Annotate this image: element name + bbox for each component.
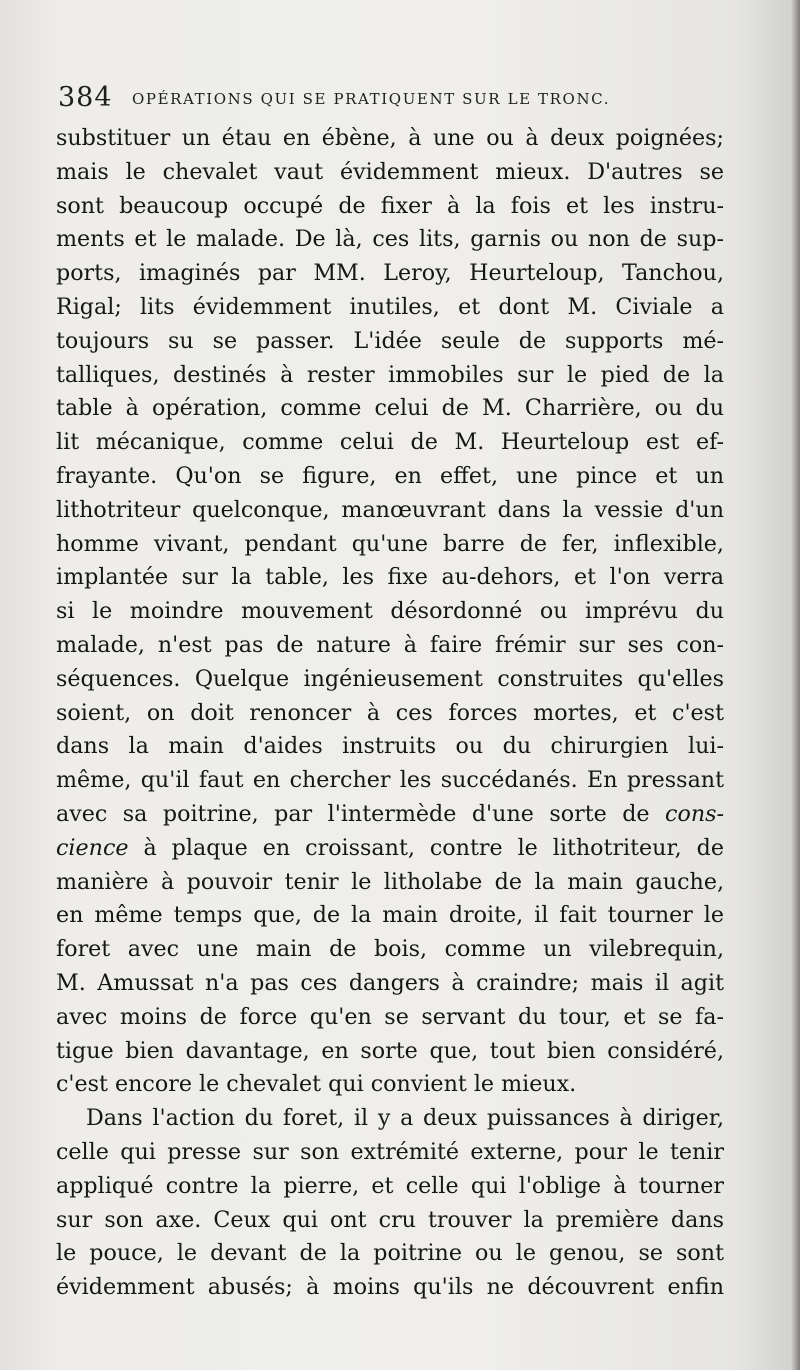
text-line: ports, imaginés par MM. Leroy, Heurteloup, Tanchou, xyxy=(56,260,724,287)
text-line: Dans l'action du foret, il y a deux puissances à diriger, xyxy=(86,1105,724,1132)
text-line: tigue bien davantage, en sorte que, tout bien considéré, xyxy=(56,1037,724,1064)
text-line: avec moins de force qu'en se servant du tour, et se fa- xyxy=(56,1003,724,1030)
text-line: appliqué contre la pierre, et celle qui l'oblige à tourner xyxy=(56,1172,724,1199)
text-line: Rigal; lits évidemment inutiles, et dont M. Civiale a xyxy=(56,293,724,320)
text-line: en même temps que, de la main droite, il fait tourner le xyxy=(56,902,724,929)
text-line: lithotriteur quelconque, manœuvrant dans la vessie d'un xyxy=(56,496,724,523)
text-line: ments et le malade. De là, ces lits, garnis ou non de sup- xyxy=(56,226,724,253)
text-line: toujours su se passer. L'idée seule de supports mé- xyxy=(56,327,724,354)
text-line: le pouce, le devant de la poitrine ou le genou, se sont xyxy=(56,1240,724,1267)
text-line: implantée sur la table, les fixe au-dehors, et l'on verra xyxy=(56,564,724,591)
text-line: M. Amussat n'a pas ces dangers à craindre; mais il agit xyxy=(56,969,724,996)
text-line: homme vivant, pendant qu'une barre de fer, inflexible, xyxy=(56,530,724,557)
text-line: sont beaucoup occupé de fixer à la fois et les instru- xyxy=(56,192,724,219)
text-line: lit mécanique, comme celui de M. Heurteloup est ef- xyxy=(56,429,724,456)
text-line: dans la main d'aides instruits ou du chirurgien lui- xyxy=(56,733,724,760)
text-line xyxy=(56,798,724,832)
text-line: séquences. Quelque ingénieusement construites qu'elles xyxy=(56,665,724,692)
text-line: soient, on doit renoncer à ces forces mortes, et c'est xyxy=(56,699,724,726)
running-title: OPÉRATIONS QUI SE PRATIQUENT SUR LE TRONC. xyxy=(132,90,611,108)
text-line: manière à pouvoir tenir le litholabe de la main gauche, xyxy=(56,868,724,895)
text-line: substituer un étau en ébène, à une ou à deux poignées; xyxy=(56,125,724,151)
italic-word: cience xyxy=(56,834,129,861)
text-line: c'est encore le chevalet qui convient le mieux. xyxy=(56,1071,577,1098)
text-line: table à opération, comme celui de M. Charrière, ou du xyxy=(56,395,724,422)
text-line: malade, n'est pas de nature à faire frémir sur ses con- xyxy=(56,631,724,658)
text-line: foret avec une main de bois, comme un vilebrequin, xyxy=(56,936,724,963)
page-header xyxy=(58,78,718,118)
text-line: si le moindre mouvement désordonné ou imprévu du xyxy=(56,598,724,625)
body-text xyxy=(56,122,724,1305)
text-line xyxy=(56,832,724,866)
text-line: frayante. Qu'on se figure, en effet, une pince et un xyxy=(56,462,724,489)
text-line: même, qu'il faut en chercher les succédanés. En pressant xyxy=(56,767,724,794)
text-line: celle qui presse sur son extrémité externe, pour le tenir xyxy=(56,1138,724,1165)
text-run: à plaque en croissant, contre le lithotriteur, de xyxy=(128,834,724,861)
text-line: talliques, destinés à rester immobiles sur le pied de la xyxy=(56,361,724,388)
text-line: mais le chevalet vaut évidemment mieux. D'autres se xyxy=(56,158,724,185)
page-edge-shadow xyxy=(790,0,800,1370)
italic-word: cons- xyxy=(665,800,724,827)
text-line: évidemment abusés; à moins qu'ils ne découvrent enfin xyxy=(56,1274,724,1301)
page-number: 384 xyxy=(58,82,113,113)
text-run: avec sa poitrine, par l'intermède d'une sorte de xyxy=(56,800,666,827)
text-line: sur son axe. Ceux qui ont cru trouver la première dans xyxy=(56,1206,724,1233)
